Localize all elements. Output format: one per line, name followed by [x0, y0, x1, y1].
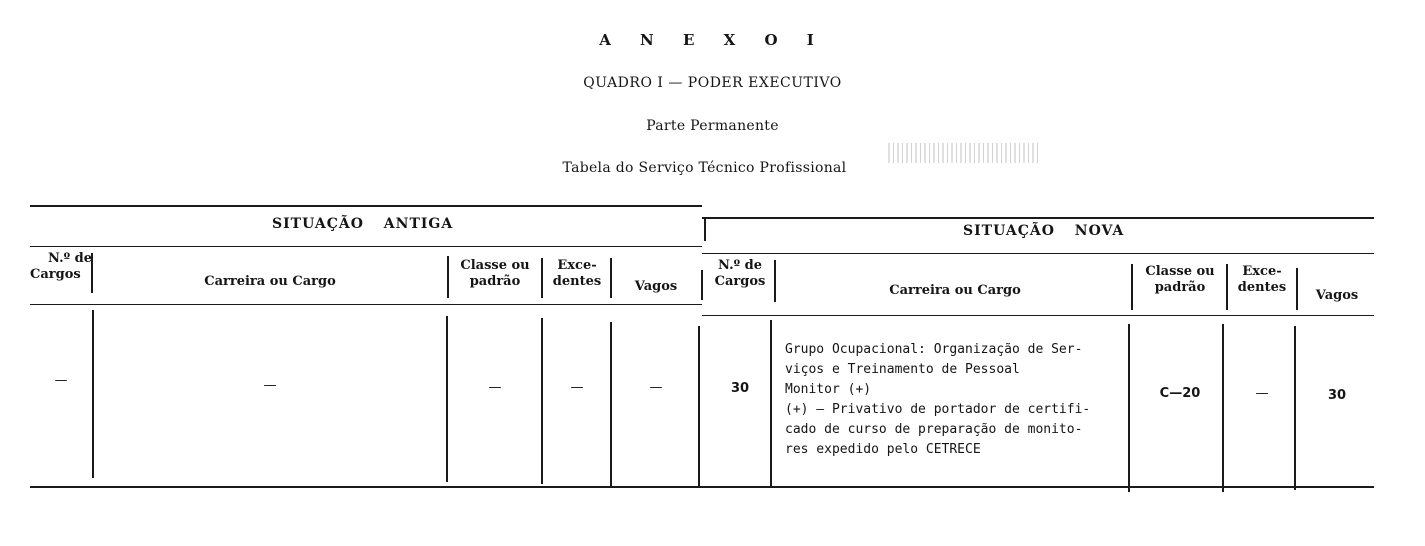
new-carreira-description	[785, 340, 1130, 460]
col-sep	[541, 318, 543, 484]
table-top-rule-right	[702, 217, 1374, 219]
tabela-subtitle: Tabela do Serviço Técnico Profissional	[562, 160, 847, 176]
carreira-line: res expedido pelo CETRECE	[785, 442, 981, 457]
col-sep	[610, 258, 612, 298]
old-col-classe: Classe ou padrão	[460, 258, 530, 289]
header-rule-right	[702, 253, 1374, 254]
carreira-line: Monitor (+)	[785, 382, 872, 397]
annex-title: A N E X O I	[599, 31, 826, 49]
table-top-rule-left	[30, 205, 702, 207]
col-sep	[701, 270, 703, 300]
col-sep	[541, 258, 543, 298]
new-col-num-cargos: N.º de Cargos	[714, 258, 766, 289]
old-col-excedentes: Exce- dentes	[552, 258, 602, 289]
new-col-excedentes: Exce- dentes	[1237, 264, 1287, 295]
header-rule-left	[30, 246, 702, 247]
old-excedentes-value: —	[570, 380, 584, 395]
new-excedentes-value: —	[1255, 386, 1269, 401]
col-sep	[770, 320, 772, 486]
new-situation-title: SITUAÇÃO NOVA	[963, 223, 1125, 239]
parte-subtitle: Parte Permanente	[646, 118, 779, 134]
new-col-carreira: Carreira ou Cargo	[889, 283, 1021, 298]
old-vagos-value: —	[649, 380, 663, 395]
column-header-rule-right	[702, 315, 1374, 316]
col-sep	[774, 260, 776, 302]
col-sep	[446, 316, 448, 482]
old-col-carreira: Carreira ou Cargo	[204, 274, 336, 289]
new-col-classe: Classe ou padrão	[1145, 264, 1215, 295]
col-sep	[1294, 326, 1296, 490]
carreira-line: cado de curso de preparação de monito-	[785, 422, 1083, 437]
new-num-cargos-value: 30	[730, 381, 750, 396]
old-carreira-value: —	[263, 378, 277, 393]
column-header-rule-left	[30, 304, 702, 305]
table-bottom-rule	[30, 486, 1374, 488]
col-sep	[1296, 268, 1298, 310]
old-col-num-cargos: N.º de Cargos	[30, 251, 92, 282]
col-sep	[610, 322, 612, 486]
col-sep	[1222, 324, 1224, 492]
col-sep	[1226, 264, 1228, 310]
print-smudge	[888, 143, 1040, 163]
carreira-line: viços e Treinamento de Pessoal	[785, 362, 1020, 377]
old-col-vagos: Vagos	[634, 279, 678, 294]
carreira-line: Grupo Ocupacional: Organização de Ser-	[785, 342, 1083, 357]
col-sep	[92, 310, 94, 478]
col-sep	[447, 256, 449, 298]
col-sep	[1131, 264, 1133, 310]
new-classe-value: C—20	[1159, 386, 1201, 401]
quadro-title: QUADRO I — PODER EXECUTIVO	[583, 75, 842, 91]
col-sep	[698, 326, 700, 486]
old-classe-value: —	[488, 380, 502, 395]
old-situation-title: SITUAÇÃO ANTIGA	[272, 216, 454, 232]
section-divider	[704, 219, 706, 241]
new-vagos-value: 30	[1327, 388, 1347, 403]
new-col-vagos: Vagos	[1315, 288, 1359, 303]
old-num-cargos-value: —	[54, 373, 68, 388]
carreira-line: (+) — Privativo de portador de certifi-	[785, 402, 1091, 417]
